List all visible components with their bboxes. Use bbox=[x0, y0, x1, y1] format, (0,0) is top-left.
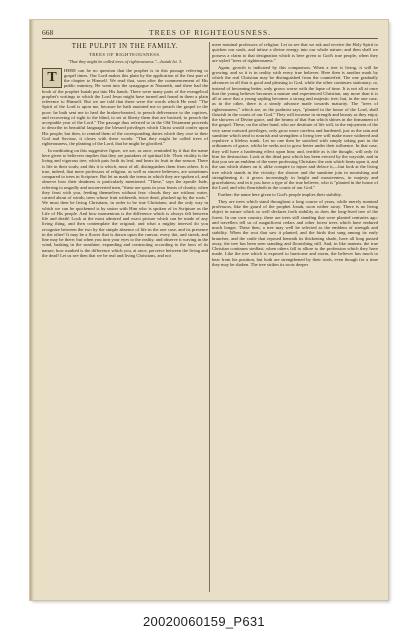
paragraph: Again, growth is indicated by this comparison. When a tree is living, it will be growing; and so it is in reality with every true believer. Here then is another mark by which the real Christian may be distinguished from the counterfeit. The one gradually advances in all that is good and pleasing to God, while the other continues stationary, or, instead of becoming better, only grows worse with the lapse of time. It is not all at once that the young believer becomes a mature and experienced Christian, any more than it is all at once that a young sapling becomes a strong and majestic tree; but, in the one case, as in the other, there is a steady advance made towards maturity. The "trees of righteousness," which are, as the psalmist says, "planted in the house of the Lord, shall flourish in the courts of our God." They will increase in strength and beauty as they enjoy the showers of Divine grace, and the beams of that Sun which shines in the firmament of the gospel. These, on the other hand, who are destitute of life will, in the enjoyment of the very same outward privileges, only grow more careless and hardened, just as the rain and sunshine which tend to nourish and strengthen a living tree will make more withered and repulsive a lifeless trunk. Let no one then be satisfied with simply taking part in the ordinances of grace, whilst he seeks not to grow better under their influence. In that case, they will have a hardening effect upon him; and, terrible as is the thought, will only fit him for destruction. Look at the dead post which has been erected by the wayside, and in that you see an emblem of the mere professing Christian: the rain which beats upon it, and the sun which shines on it, alike conspire to injure and deface it,—but look at the living tree which stands in the vicinity: the shower and the sunshine join in nourishing and strengthening it: it grows increasingly in height and massiveness, in majesty and gracefulness; and in it you have a type of the true believer, who is "planted in the house of the Lord, and who flourisheth in the courts of our God." bbox=[212, 64, 378, 191]
column-divider bbox=[209, 42, 210, 592]
right-column bbox=[212, 42, 378, 592]
left-column bbox=[42, 42, 208, 592]
running-title: TREES OF RIGHTEOUSNESS. bbox=[149, 27, 271, 37]
running-head bbox=[42, 26, 378, 39]
book-page bbox=[30, 20, 388, 600]
paragraph: Further: the name here given to God's people implies their stability. bbox=[218, 192, 342, 197]
paragraph: HERE can be no question that the prophet is in this passage referring to gospel times. Our Lord makes this plain by the application of the first part of the chapter to Himself. We read that, soon after the commencement of His public ministry, He went into the synagogue at Nazareth, and there had the book of the prophet Isaiah put into His hands. There were many parts of the evangelical prophet's writings to which the Lord Jesus might have turned and found in them a plain reference to Himself. But we are told that these were the words which He read: "The Spirit of the Lord is upon me, because he hath anointed me to preach the gospel to the poor: he hath sent me to heal the broken-hearted, to preach deliverance to the captives, and recovering of sight to the blind, to set at liberty them that are bruised, to preach the acceptable year of the Lord." The passage thus referred to in the Old Testament proceeds to describe in beautiful language the blessed privileges which Christ would confer upon His people; but then, to remind them of the corresponding duties which they owe to their God and Saviour, it closes with these words: "That they might be called trees of righteousness, the planting of the Lord, that he might be glorified." bbox=[42, 67, 208, 146]
paragraph: In meditating on this suggestive figure, we are, as once, reminded by it that the name here given to believers implies that they are partakers of spiritual life. Their vitality is the living and vigorous tree, which puts forth its leaf, and bears its fruit in due season. There is life in their souls; and this it is which, most of all, distinguishes them from others. It is true, indeed, that mere professors of religion, as well as sincere believers, are sometimes compared to trees in Scripture. But let us mark the terms in which they are spoken of, and observe how their deadness is particularly mentioned. "These," says the apostle Jude, referring to ungodly and unconverted men, "these are spots in your feasts of charity, when they feast with you, feeding themselves without fear: clouds they are without water, carried about of winds; trees whose fruit withereth, twice dead, plucked up by the roots." We must then be living Christians, in order to be true Christians; and the only way in which we can be quickened is by union with Him who is spoken of in Scripture as the Life of His people. And how momentous is the difference which is always felt between life and death! Look at the most admired and exact picture which can be made of any living thing, and then contemplate the original; and what a mighty interval do you recognize between the two by the simple absence of life in the one case, and its presence in the other! It may be a flower that is drawn upon the canvas: every dot, and streak, and line may be there; but when you turn your eyes to the reality, and observe it waving in the wind, basking in the sunshine, expanding and contracting according to the laws of its nature, how marked is the difference which you, at once, perceive between the living and the dead! Let us see then that we be real and living Christians, and not bbox=[42, 147, 208, 258]
page-number: 668 bbox=[42, 27, 54, 37]
section-title: THE PULPIT IN THE FAMILY. bbox=[71, 42, 179, 50]
paragraph: They are trees which stand throughout a long course of years, while merely nominal professors, like the gourd of the prophet Jonah, soon wither away. There is no living object in nature which so well declares forth stability as does the long-lived tree of the forest. In our own country, there are trees still standing that were planted centuries ago: and travellers tell us of magnificent cedars and other forest trees which have endured much longer. These then, a tree may well be selected as the emblem of strength and stability. When the root that saw it planted, and the birds that sang among its early branches, and the cattle that reposed beneath its thickening shade, have all long passed away, the tree has been seen standing and flourishing still. And, in like manner, the true Christian continues stedfast, when others fall to allure to the profession which they have made. Like the tree which is exposed to hurricane and storm, the believer has much to bear from his position, but both are strengthened by their trials, even though for a time they may be shaken. The tree strikes its roots deeper bbox=[212, 198, 378, 267]
sermon-title: TREES OF RIGHTEOUSNESS. bbox=[88, 52, 162, 57]
image-caption: 20020060159_P631 bbox=[143, 614, 265, 629]
drop-cap: T bbox=[42, 68, 62, 88]
epigraph: "That they might be called trees of righteousness."—Isaiah lxi. 3. bbox=[67, 59, 183, 65]
paragraph: mere nominal professors of religion. Let us see that we ask and receive the Holy Spirit to quicken our souls, and infuse a divine energy into our whole nature; and then shall we possess a claim to that designation which is here given to God's true people, when they are styled "trees of righteousness." bbox=[212, 42, 378, 63]
